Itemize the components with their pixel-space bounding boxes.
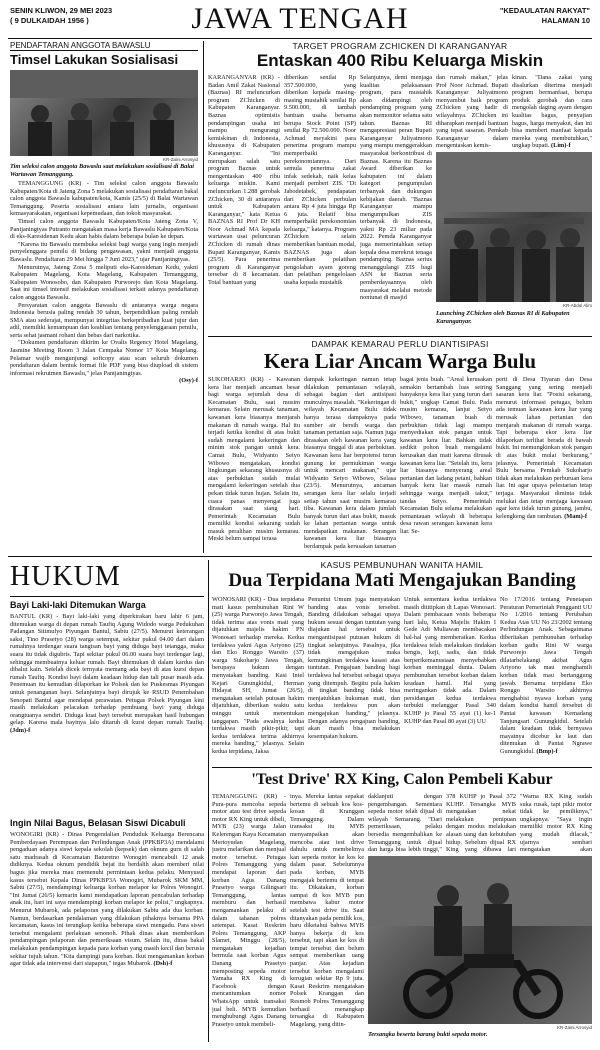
story2-col-2: diberikan senilai Rp 357.500.000, yang diberikan kepada masing-masing mustahik senilai Rp 9.500.000, di tambah bantuan usaha bersama berupa Stock Point (SP) senilai Rp 72.500.000. Noor Achmad meyakini para penerima program mampu memperbaiki perekonomiannya. Dari semula penerima zakat infak sedekah, naik kelas menjadi pemberi ZIS. "Di Jabodetabek, pendapatan dari ZChicken perbulan antara Rp 4 juta hingga Rp 6 juta. Relatif bisa memperbaiki perekonomian keluarga," katanya. Program ZChicken selain memberikan bantuan modal, BAZNAS juga akan memberikan pelatihan pengolahan ayam goreng dan pelatihan pengelolaan usaha kepada mustahik — [284, 74, 356, 287]
story6-col-4 — [500, 596, 592, 764]
story7-headline: 'Test Drive' RX King, Calon Pembeli Kabur — [251, 771, 553, 788]
story1-paragraph: "Karena itu Bawaslu membuka seleksi bagi warga yang ingin menjadi penyelenggara pemilu di bidang pengawasan, yakni menjadi anggota Bawaslu. Pendaftaran 29 Mei hingga 7 Juni 2023," ujar Pantjaningtyas. — [10, 240, 198, 263]
story3-col-1: SUKOHARJO (KR) - Kawanan kera liar menjadi ancaman besar bagi warga sejumlah desa di Kecamatan Bulu, saat musim kemarau. Selain merusak tanaman, kawanan kera biasanya menjarah makanan di rumah warga. Hal itu terjadi ketika kondisi di atas bukit sudah mengalami kekeringan dan minim stok pangan untuk kera. Camat Bulu, Widyanto Setyo Wibowo mengatakan, kondisi lingkungan sekarang khususnya di atas perbukitan sudah mulai mengalami kekeringan setelah dua pekan tidak turun hujan. Selain itu, cuaca panas menyengat juga dirasakan saat siang hari. Pemerintah Kecamatan Bulu memiliki kondisi sekarang sudah masuk peralihan musim kemarau. Meski belum sampai terasa — [208, 376, 300, 543]
story7-col-5 — [520, 793, 592, 853]
masthead: JAWA TENGAH — [191, 2, 409, 35]
header-hijri: ( 9 DULKAIDAH 1956 ) — [10, 16, 89, 25]
hukum-section-label: HUKUM — [10, 561, 121, 592]
story-divider — [208, 336, 592, 337]
hukum-top-rule — [8, 556, 592, 557]
story2-caption: Launching ZChicken oleh Baznas RI di Kabupaten Karanganyar. — [436, 310, 570, 325]
story7-photo-credit: KR-Zaini Arrosyid — [556, 1025, 592, 1030]
story5-signoff: (Dsh)-f — [153, 960, 173, 968]
story2-col-1: KARANGANYAR (KR) - Badan Amil Zakat Nasional (Baznas) RI meluncurkan program ZChicken di Kabupaten Karanganyar. Baznas optimistis pendampingan usaha ini mampu mengurangi kemiskinan di Indonesia, khususnya di Kabupaten Karanganyar. "Ini merupakan salah satu program Baznas untuk mengentaskan 400 ribu keluarga miskin. Kami meluncurkan 1.288 gerobak ZChicken, 30 di antaranya untuk Kabupaten Karanganyar," kata Ketua BAZNAS RI Prof Dr KH Noor Achmad MA kepada wartawan usai peluncuran ZChicken di rumah dinas Bupati Karanganyar, Kamis (25/5). Para penerima program di Karanganyar tersebar di 8 kecamatan. Total bantuan yang — [208, 74, 280, 287]
story2-col-3: Selanjutnya, demi menjaga kualitas pelaksanaan program, para mustahik akan didampingi oleh pendamping program yang akan memonitor selama satu tahun. Baznas RI mengapresiasi peran Bupati Karanganyar Juliyatmono yang mampu menggerakkan masyarakat berkontribusi di Baznas. Karena itu Baznas Award diberikan ke kabupaten ini dalam kategori pengumpulan terbanyak dan dukungan kebijakan daerah. "Baznas Karanganyar mampu mengumpulkan ZIS terbanyak di Indonesia, yakni Rp 23 miliar pada 2022. Pemda Karanganyar juga memerintahkan setiap kepala desa merekrut tenaga pendamping. Baznas serius menanggulangi ZIS bagi ASN ke Baznas serta pemberdayaannya oleh masyarakat melalui metode nontunai di masjid — [360, 74, 432, 302]
story1-photo — [10, 70, 198, 156]
story2-col-4: dan rumah makan," jelas Prof Noor Achmad. Bupati Karanganyar Juliyatmono menyambut baik program ZChicken yang hadir di wilayahnya. ZChicken ini diharapkan menjadi bantuan yang tepat sasaran. Pemkab Karanganyar dalam mengentaskan kemis- — [436, 74, 508, 150]
story7-col-2: inya. Mereka lantas sepakat bertemu di sebuah kos kos-kosan di Kranggan Temanggung. Dalam transaksi itu MYB menyampaikan akan mencoba atau test drive dahulu untuk membelinya kan sepeda motor ke kos ke dalam pasar. Sebelumnya pada korban, MYB mengajak bertemu di tempat itu. Dikatakan, korban sampai di kos MYB pun membawa kabur motor setelah test drive itu. Saat ditanyakan pada pemilik kos, baru diketahui bahwa MYB hanya bekerja di kos tersebut, tapi akan ke kos di tempat tersebut dan belum sempat memberikan uang panjar. Atas kejadian tersebut korban mengalami kerugian sekitar Rp 9 juta. Kasat Reskrim mengatakan Polsek Kranggan dan Resmob Polres Temanggung berhasil menangkap tersangka di Kabupaten Magelang, yang ditin- — [290, 793, 364, 1028]
story1-signoff: (Osy)-f — [179, 377, 198, 385]
story3-headline: Kera Liar Ancam Warga Bulu — [263, 349, 537, 373]
story6-col-2: Penuntut Umum juga menyatakan banding atas vonis tersebut. Banding dilakukan sebagai upaya hukum sesuai dengan tuntutan yang diajukan hal tersebut untuk mengantisipasi putusan hukum di tingkat selanjutnya. Pasalnya, jika tidak mengajukan maka kemungkinan terdakwa kasasi atas tuntutan. Pengajuan banding bagi terdakwa hal tersebut sebagai upaya yang ditempuh. Begitu pula hakim di tingkat banding tidak bisa menjatuhkan hukuman mati, dan kedua terdakwa pun akan mengajukan banding," jelasnya. Dengan adanya pengajuan banding, akan masih bisa melakukan kesempatan hukum. — [308, 596, 400, 740]
story1-title: Timsel Lakukan Sosialisasi — [10, 52, 179, 67]
hukum-label-rule — [10, 596, 204, 597]
people-photo-icon — [10, 70, 198, 156]
story1-paragraph: "Dokumen pendaftaran dikirim ke Ovalis Regency Hotel Magelang, Jasmine Meeting Room 3 Jalan Cempaka Nomor 17 Kota Magelang. Pelamar wajib mengunjungi softcopy atau scan seluruh dokumen pendaftaran dalam bentuk format file PDF yang bisa diupload di sistem informasi rekrutmen Bawaslu," jelas Pantjaningtyas. — [10, 339, 198, 377]
story7-col-4: 378 KUHP jo Pasal 372 KUHP. Tersangka MYB mengatakan nekat melakukan penipuan dengan modus melakukan alasan uang dan kebutuhan hidup. Sebelum dijual RX King yang dibawa lari — [446, 793, 516, 853]
story2-photo-credit: KR-Abdul Alim — [562, 303, 592, 308]
story7-col-5-text: "Warna RX King sudah suka rusak, tapi pikir motor tidak ke pemiliknya," ungkapnya. "Saya ingin memiliki motor RX King yang mudah dilacak," ujarnya sembari mengatakan akan — [520, 793, 592, 853]
story3-col-3: bagai jenis buah. "Areal kerusakan semakin bertambah luas seiring banyaknya kera liar yang turun dari bukit," ungkap Camat Bulu. Pada musim kemarau, lanjut Setyo Wibowo, tanaman buah di perbukitan tidak lagi mampu menyediakan stok pangan untuk kawanan kera liar. Bahkan tidak sedikit pohon buah mengalami kerusakan dan mati karena dirusak kawanan kera liar. "Setelah itu, kera liar biasanya menyerang areal pertanian dan ladang petani, bahkan banyak kera liar masuk rumah sehingga warga menjadi takut," tandas Setyo. Pemerintah Kecamatan Bulu selama melakukan pemantauan wilayah di beberapa desa rawan serangan kawanan kera liar. Se- — [400, 376, 492, 535]
header-rule — [8, 38, 592, 39]
story1-paragraph: Menurutnya, Jateng Zona 5 meliputi eks-Karesidenan Kedu, yakni Kabupaten Magelang, Kota Magelang, Kabupaten Temanggung, Kabupaten Wonosobo, dan Kabupaten Purworejo dan Kota Magelang. Saat ini timsel intensif melakukan sosialisasi terkait adanya pendaftaran calon anggota Bawaslu. — [10, 263, 198, 301]
story2-headline: Entaskan 400 Ribu Keluarga Miskin — [256, 51, 544, 70]
story7-col-3: daklanjuti dengan pengembangan. Sementara sepeda motor telah dijual di wilayah Semarang. "Dari pemeriksaan, pelaku bersedia mengembalikan ke Temanggung untuk dijual dan harga bisa lebih tinggi," — [368, 793, 442, 853]
story3-kicker: DAMPAK KEMARAU PERLU DIANTISIPASI — [311, 339, 489, 349]
story1-paragraph: Persyaratan calon anggota Bawaslu di antaranya warga negara Indonesia berusia paling rendah 30 tahun, berpendidikan paling rendah SMA atau sederajat, mempunyai integritas berkepribadian kuat jujur dan adil, memiliki kemampuan dan keahlian tentang penyelenggaraan pemilu, serta sehat jasmani rohani dan bebas dari narkotika. — [10, 301, 198, 339]
header-page-number: HALAMAN 10 — [541, 16, 590, 25]
story5-text: WONOGIRI (KR) - Dinas Pengendalian Penduduk Keluarga Berencana Pemberdayaan Perempuan dan Perlindungan Anak (PPKBP3A) mendalami pengaduan adanya siswi kepala sekolah (kepsek) dan oknum guru di salah satu madrasah di Kecamatan Baturetno Wonogiri mencabuli 12 anak didiknya. Kedua oknum pendidik bejat itu berdalih akan memberi nilai bagus jika mereka mau memenuhi permintaan kedua pelaku. Menyusul kasus tersebut Kepala Dinas PPKBP3A Wonogiri, Mubarok SKM MM, Sabtu (27/5), mendampingi keluarga korban melapor ke Polres Wonogiri. "Ini Jumat (26/5) kemarin kami mendapatkan laporan pencabulan terhadap anak itu, hari ini saya mendampingi korban melapor ke polisi," ungkapnya. Menurut Mubarok, ada pelaporan yang dilakukan Sabtu ada dua korban. Namun, berdasarkan pendalaman yang dilakukan pihaknya bersama PPA kecamatan, kasus ini terungkap ketika beberapa siswi mengadu. Para siswi tersebut mengalami perlakuan senonoh. Pihak dinas akan memberikan pendampingan pelaporan dan pemeriksaan visum. Selain itu, dinas bakal melakukan pendampingan kepada para korban yang masih kecil dan berusia sekitar tujuh tahun. "Kita dampingi para korban. Ikut mengamankan korban agar tidak ada intervensi dari siapapun," tegas Mubarok. — [10, 831, 204, 968]
story4-text: BANTUL (KR) - Bayi laki-laki yang diperkirakan baru lahir 6 jam, ditemukan warga di depan rumah Taufiq Agung Widodo warga Pedukuhan Padangan Sitimulyo Piyungan Bantul, Sabtu (27/5). Menurut keterangan saksi, Tino Prasetyo (28) warga setempat, sekitar pukul 04.00 dari dalam rumahnya terdengar suara tangisan bayi yang diduga bayi tetangga, maka suara itu tidak digubris. Tapi sekitar pukul 06.00 suara bayi terdengar lagi, sehingga membuatnya keluar rumah. Bayi ditemukan di dalam kardus dan dibalut kain. Setelah dicek ternyata memang ada bayi di atas kursi depan rumah Taufiq. Kondisi bayi dalam keadaan hidup dan tali pusar masih ada. Penemuan itu kemudian dilaporkan ke Polsek dan ke Puskesmas Piyungan untuk penanganan bayi. Selanjutnya bayi dirujuk ke RSUD Penembahan Senopati Bantul agar mendapat perawatan. Petugas Polsek Piyungan kini masih melakukan pelacakan terhadap pembuang bayi yang diduga orangtuanya sendiri. Diduga kuat bayi tersebut merupakan hasil hubungan gelap. Karena mala bayinya lalu ditaruh di kursi depan rumah Taufiq. — [10, 613, 204, 727]
story6-kicker: KASUS PEMBUNUHAN WANITA HAMIL — [320, 560, 484, 570]
story5-body — [10, 831, 204, 1041]
story3-col-4 — [496, 376, 592, 550]
story3-signoff: (Mam)-f — [564, 512, 587, 520]
story3-col-2: dampak kekeringan namun tetap dilakukan pemantauan wilayah, sebagai bagian dari antisipasi munculnya masalah. "Kekeringan di wilayah Kecamatan Bulu tidak hanya terasa dampaknya pada sumber air bersih warga dan tanaman pertanian saja. Namun juga dirasakan oleh kawanan kera yang biasanya tinggal di atas perbukitan. Kawanan kera liar berpotensi turun gunung ke permukiman warga untuk mencari makanan," ujar Widyanto Setyo Wibowo, Selasa (23/5). Menurutnya, ancaman serangan kera liar selalu terjadi setiap tahun saat musim kemarau tiba. Kawanan kera dalam jumlah banyak turun dari atas bukit, masuk ke lahan pertanian warga untuk mendapatkan makanan. Serangan kawanan kera liar biasanya berdampak pada kerusakan tanaman — [304, 376, 396, 550]
story3-col-4-text: perti di Desa Tiyaran dan Desa Sanggang yang sering menjadi sasaran kera liar. "Posisi sekarang, menurut informasi petugas, belum ada temuan kawanan kera liar yang merusak lahan pertanian dan menjarah makanan di rumah warga. Tapi beberapa ekor kera liar dilaporkan terlihat berada di bawah bukit. Ini memungkinkan stok pangan di atas bukit mulai berkurang," jelasnya. Pemerintah Kecamatan Bulu bersama Pemkab Sukoharjo tidak akan melakukan perburuan kera liar. Ini agar upaya pelestarian tetap terjaga. Masyarakat diminta tidak melukai dan tetap menjaga kawasan agar kera tidak turun gunung, jambu, kelengkeng dan rambutan. — [496, 376, 592, 520]
story1-photo-credit: KR-Zaini Arrosyid — [162, 157, 198, 162]
story1-paragraph: TEMANGGUNG (KR) - Tim seleksi calon anggota Bawaslu Kabupaten/Kota di Jateng Zona 5 melakukan sosialisasi pendaftaran bakal calon anggota Bawaslu kabupaten/kota, Kamis (25/5) di Balai Wartawan Temanggung. Peserta sosialisasi antara lain jurnalis, organisasi kemasyarakatan, organisasi kepemudaan, dan tokoh masyarakat. — [10, 180, 198, 218]
story2-photo — [436, 152, 592, 302]
story6-col-1: WONOSARI (KR) - Dua terpidana mati kasus pembunuhan Rini W (25) warga Purworejo Jawa Tengah, tidak terima atas vonis mati yang dijatuhkan majelis hakim PN Wonosari terhadap mereka. Kedua terdakwa yakni Agus Ariyono (25) dan Eko Ronggo Warsito (37) warga Sukoharjo Jawa Tengah, berupaya hukum dengan menyatakan banding. Kasi Intel Kejari Gunungkidul, Herman Hidayat SH, Jumat (26/5), mengatakan setelah putusan hakim dijatuhkan, diberikan waktu satu minggu untuk menentukan tanggapan. "Pada awalnya kedua terdakwa masih pikir-pikir, tapi kedua terdakwa terima akhirnya mereka banding," jelasnya. Selain kedua terpidana, Jaksa — [212, 596, 304, 755]
story1-section-label: PENDAFTARAN ANGGOTA BAWASLU — [10, 41, 198, 51]
launching-photo-icon — [436, 152, 592, 302]
story1-paragraph: Timsel calon anggota Bawaslu Kabupaten/Kota Jateng Zona V, Pantjaningtyas Putranto mengatakan masa kerja Bawaslu Kabupaten/Kota di eks-Karesidenan Kedu akan habis dalam beberapa bulan ke depan. — [10, 217, 198, 241]
story-divider — [212, 767, 592, 768]
story6-signoff: (Bmp)-f — [536, 747, 558, 755]
story2-col-5-text: kinan. "Dana zakat yang disalurkan diterima menjadi program bermanfaat, berupa produk gerobak dan cara mengolah daging ayam dengan kualitas bagus, penyajian bagus, harga menyakut, dan ini bisa memberi manfaat kepada mereka yang membutuhkan," ungkap bupati. — [512, 74, 592, 150]
story7-photo — [368, 856, 592, 1024]
story4-signoff: (Jdm)-f — [10, 726, 31, 734]
header-tagline: "KEDAULATAN RAKYAT" — [499, 6, 590, 15]
story7-col-1: TEMANGGUNG (KR) - Pura-pura mencoba sepeda motor atau test drive sepeda motor RX King untuk dibeli, MYB (23) warga Jalan Kelerengan Kaya Kecamatan Mertoyudan Magelang, justru melarikan dan menjual motor tersebut. Petugas Polres Temanggung yang mendapat laporan dari korban Agus Danang Prasetyo warga Gilingsari Temanggung, lantas memburu dan berhasil mengamankan pelaku di dalam tahanan polres setempat. Kasat Reskrim Polres Temanggung, AKP Slamet, Minggu (28/5), mengatakan kejadian bermula saat korban Agus Danang Prasetyo memposting sepeda motor Yamaha RX King di Facebook dengan mencantumkan nomor WhatsApp untuk transaksi jual beli. MYB kemudian menghubungi Agus Danang Prasetyo untuk membeli- — [212, 793, 286, 1028]
story4-title: Bayi Laki-laki Ditemukan Warga — [10, 600, 146, 610]
story2-signoff: (Lim)-f — [551, 142, 571, 150]
motorcycle-photo-icon — [368, 856, 592, 1024]
header-date: SENIN KLIWON, 29 MEI 2023 — [10, 6, 113, 15]
story7-caption: Tersangka beserta barang bukti sepeda motor. — [368, 1031, 488, 1038]
story2-kicker: TARGET PROGRAM ZCHICKEN DI KARANGANYAR — [292, 41, 508, 51]
column-divider — [208, 560, 209, 1042]
story6-col-3: Untuk sementara kedua terdakwa masih dititipkan di Lapas Wonosari. Dalam pembacaan vonis beberapa hari lalu, Ketua Majelis Hakim I Gede Adi Muliawan membacakan hal-hal yang memberatkan. Kedua terdakwa telah melakukan tindakan bengis, keji, sadis, dan tidak berperikemanusiaan menyebabkan korban meninggal dunia. Dalam pembunuhan tersebut korban dalam keadaan hamil. Hal yang meringankan tidak ada. Dalam persidangan kedua terdakwa terbukti melanggar Pasal 340 KUHP jo Pasal 55 ayat (1) ke-1 KUHP dan Pasal 80 ayat (3) UU — [404, 596, 496, 725]
story2-col-5 — [512, 74, 592, 150]
story5-title: Ingin Nilai Bagus, Belasan Siswi Dicabuli — [10, 818, 186, 828]
story1-body — [10, 180, 198, 550]
column-divider — [203, 41, 204, 553]
story6-headline: Dua Terpidana Mati Mengajukan Banding — [228, 570, 576, 591]
header-right-block — [500, 6, 590, 26]
story1-caption: Tim seleksi calon anggota Bawaslu saat melakukan sosialisasi di Balai Wartawan Temanggung. — [10, 163, 194, 178]
story6-col-4-text: No 17/2016 tentang Penetapan Peraturan Pemerintah Pengganti UU No 1/2016 tentang Perubahan Kedua Atas UU No 23/2002 tentang Perlindungan Anak. Sebagaimana diberitakan pembunuhan terhadap korban gadis Rini W warga Purworejo Jawa Tengah dilatarbelakangi akibat Agus Ariyono tak mau menghamili korban tidak mau bertanggung jawab. Bersama terpidana Eko Ronggo Warsito akhirnya menghabisi nyawa korban yang dalam kondisi hamil tersebut di Pantai kawasan Kemadang Tanjungsari Gunungkidul. Setelah dalam keadaan tidak bernyawa mayatnya dicebur ke laut dan ditemukan di Pantai Ngrawe Gunungkidul. — [500, 596, 592, 755]
story4-body — [10, 613, 204, 813]
